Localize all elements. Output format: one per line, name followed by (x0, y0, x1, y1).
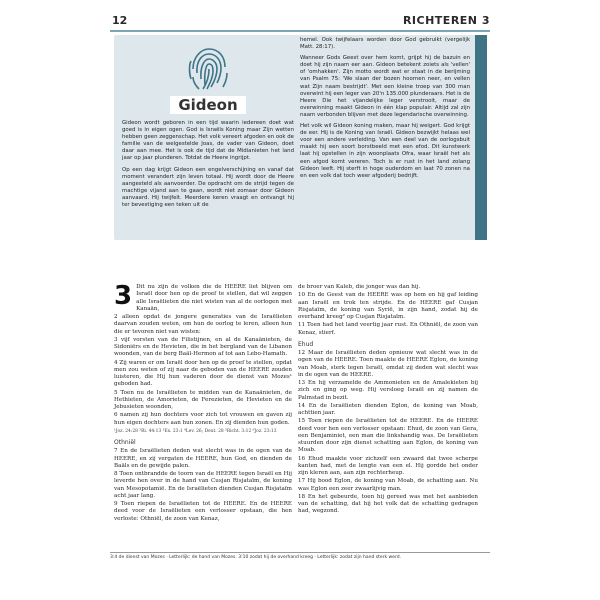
info-box (114, 35, 487, 240)
verse: 4 Zij waren er om Israël door hen op de proef te stellen, opdat men zou weten of zij naar de geboden van de HEERE zouden luisteren, die Hij hun vaderen door de dienst van Mozes¹ geboden had. (114, 359, 292, 388)
verse: de broer van Kaleb, die jonger was dan hij. (298, 284, 421, 290)
info-box-right (300, 37, 470, 184)
verse: 2 alleen opdat de jongere generaties van de Israëlieten daarvan zouden weten, om hun de oorlog te leren, alleen hun die er tevoren niet van wisten: (114, 314, 292, 335)
book-title: RICHTEREN 3 (402, 14, 490, 27)
header-rule (110, 30, 490, 32)
verse: 13 En hij verzamelde de Ammonieten en de Amalekieten bij zich en ging op weg. Hij versloeg Israël en zij namen de Palmstad in bezit. (298, 380, 478, 401)
info-box-left (122, 35, 294, 213)
verse: 6 namen zij hun dochters voor zich tot vrouwen en gaven zij hun eigen dochters aan hun zonen. En zij dienden hun goden. (114, 412, 292, 426)
page-footnote: 3:4 de dienst van Mozes · Letterlijk: de hand van Mozes. 3:10 zodat hij de overhand kreeg · Letterlijk: zodat zijn hand sterk werd. (110, 552, 490, 560)
verse: 12 Maar de Israëlieten deden opnieuw wat slecht was in de ogen van de HEERE. Toen maakte de HEERE Eglon, de koning van Moab, sterk tegen Israël, omdat zij deden wat slecht was in de ogen van de HEERE. (298, 350, 478, 378)
section-heading-othniel: Othniël (114, 439, 136, 446)
verse: 9 Toen riepen de Israëlieten tot de HEERE. En de HEERE deed voor de Israëlieten een verlosser opstaan, die hen verloste: Othniël, de zoon van Kenaz, (114, 501, 292, 522)
chapter-number: 3 (114, 281, 133, 311)
verse: 15 Toen riepen de Israëlieten tot de HEERE. En de HEERE deed voor hen een verlosser opstaan: Ehud, de zoon van Gera, een Benjaminiet, een man die linkshandig was. De Israëlieten stuurden door zijn dienst schatting aan Eglon, de koning van Moab. (298, 418, 478, 454)
cross-references: ¹Joz. 24:28 ²Ri. 44:13 ³Ex. 23:1 ⁴Lev. 26; Deut. 28 ⁵Richt. 3:12 ⁶Joz. 23:13 (114, 428, 277, 434)
verse-text: Dit nu zijn de volken die de HEERE liet blijven om Israël door hen op de proef te stellen, dat wil zeggen alle Israëlieten die niet wisten van al de oorlogen met Kanaän, (136, 284, 292, 312)
verse (114, 281, 292, 313)
verse: 11 Toen had het land veertig jaar rust. En Othniël, de zoon van Kenaz, stierf. (298, 322, 478, 336)
verse: 17 Hij bood Eglon, de koning van Moab, de schatting aan. Nu was Eglon een zeer zwaarlijvig man. (298, 478, 478, 492)
box-paragraph: Op een dag krijgt Gideon een engelverschijning en vanaf dat moment verandert zijn leven totaal. Hij wordt door de Heere aangesteld als aanvoerder. De opdracht om de strijd tegen de machtige vijand aan te gaan, wordt niet zomaar door Gideon aanvaard. Hij twijfelt. Meerdere keren vraagt en ontvangt hij ter bevestiging een teken uit de (122, 166, 294, 209)
page-number: 12 (112, 14, 128, 27)
box-paragraph: Gideon wordt geboren in een tijd waarin iedereen doet wat goed is in eigen ogen. God is Israëls Koning maar Zijn wetten hebben geen zeggenschap. Het volk vereert afgoden en ook de familie van de welgestelde Joas, de vader van Gideon, doet daar aan mee. Het is ook de tijd dat de Midianieten het land jaar op jaar plunderen. Totdat de Heere ingrijpt. (122, 120, 294, 162)
box-paragraph: Wanneer Gods Geest over hem komt, grijpt hij de bazuin en doet hij zijn naam eer aan. Gideon betekent zoiets als 'vellen' of 'omhakken'. Zijn motto wordt wat er staat in de berijming van Psalm 75: 'We slaan der bozen hoornen neer, en vellen wat Zijn naam bestrijdt'. Met een kleine troep van 300 man overwint hij een leger van 20'n 135.000 plunderaars. Het is de Heere Die het vijandelijke leger verstrooit, maar de overwinning maakt Gideon in één klap populair. Altijd zal zijn naam verbonden blijven met deze legendarische overwinning. (300, 55, 470, 118)
verse: 3 vijf vorsten van de Filistijnen, en al de Kanaänieten, de Sidoniërs en de Hevieten, die in het bergland van de Libanon woonden, van de berg Baäl-Hermon af tot aan Lebo-Hamath. (114, 336, 292, 358)
bible-column-right (298, 284, 478, 517)
verse: 10 En de Geest van de HEERE was op hem en hij gaf leiding aan Israël en trok ten strijde. En de HEERE gaf Cusjan Risjataïm, de koning van Syrië, in zijn hand, zodat hij de overhand kreeg² op Cusjan Risjataïm. (298, 292, 478, 320)
verse: 7 En de Israëlieten deden wat slecht was in de ogen van de HEERE, en zij vergaten de HEERE, hun God, en dienden de Baäls en de gewijde palen. (114, 448, 292, 469)
verse: 18 En het gebeurde, toen hij gereed was met het aanbieden van de schatting, dat hij het volk dat de schatting gedragen had, wegzond. (298, 493, 478, 515)
box-paragraph: Het volk wil Gideon koning maken, maar hij weigert. God krijgt de eer. Hij is de Koning van Israël. Gideon bezwijkt helaas wel voor een andere verleiding. Van een deel van de oorlogsbuit maakt hij een soort borstbeeld met een efod. Dit kunstwerk laat hij opstellen in zijn woonplaats Ofra, waar Israël het als een afgod komt vereren. Toch is er rust in het land zolang Gideon leeft. Hij sterft in hoge ouderdom en laat 70 zonen na en een volk dat toch weer afgoderij bedrijft. (300, 123, 470, 179)
verse: 14 En de Israëlieten dienden Eglon, de koning van Moab, achttien jaar. (298, 402, 478, 416)
fingerprint-icon (179, 39, 237, 97)
verse: 8 Toen ontbrandde de toorn van de HEERE tegen Israël en Hij leverde hen over in de hand van Cusjan Risjataïm, de koning van Mesopotamië. En de Israëlieten dienden Cusjan Risjataïm acht jaar lang. (114, 471, 292, 499)
box-title: Gideon (170, 96, 245, 114)
verse: 16 Ehud maakte voor zichzelf een zwaard dat twee scherpe kanten had, met de lengte van een el. Hij gordde het onder zijn kleren aan, aan zijn rechterheup. (298, 455, 478, 476)
info-box-bar (475, 35, 487, 240)
bible-column-left (114, 281, 292, 524)
section-heading-ehud: Ehud (298, 340, 314, 348)
verse: 5 Toen nu de Israëlieten te midden van de Kanaänieten, de Hethieten, de Amorieten, de Ferezieten, de Hevieten en de Jebusieten woonden, (114, 389, 292, 410)
title-wrap (122, 95, 294, 114)
box-paragraph: hemel. Ook twijfelaars worden door God gebruikt (vergelijk Matt. 28:17). (300, 37, 470, 51)
